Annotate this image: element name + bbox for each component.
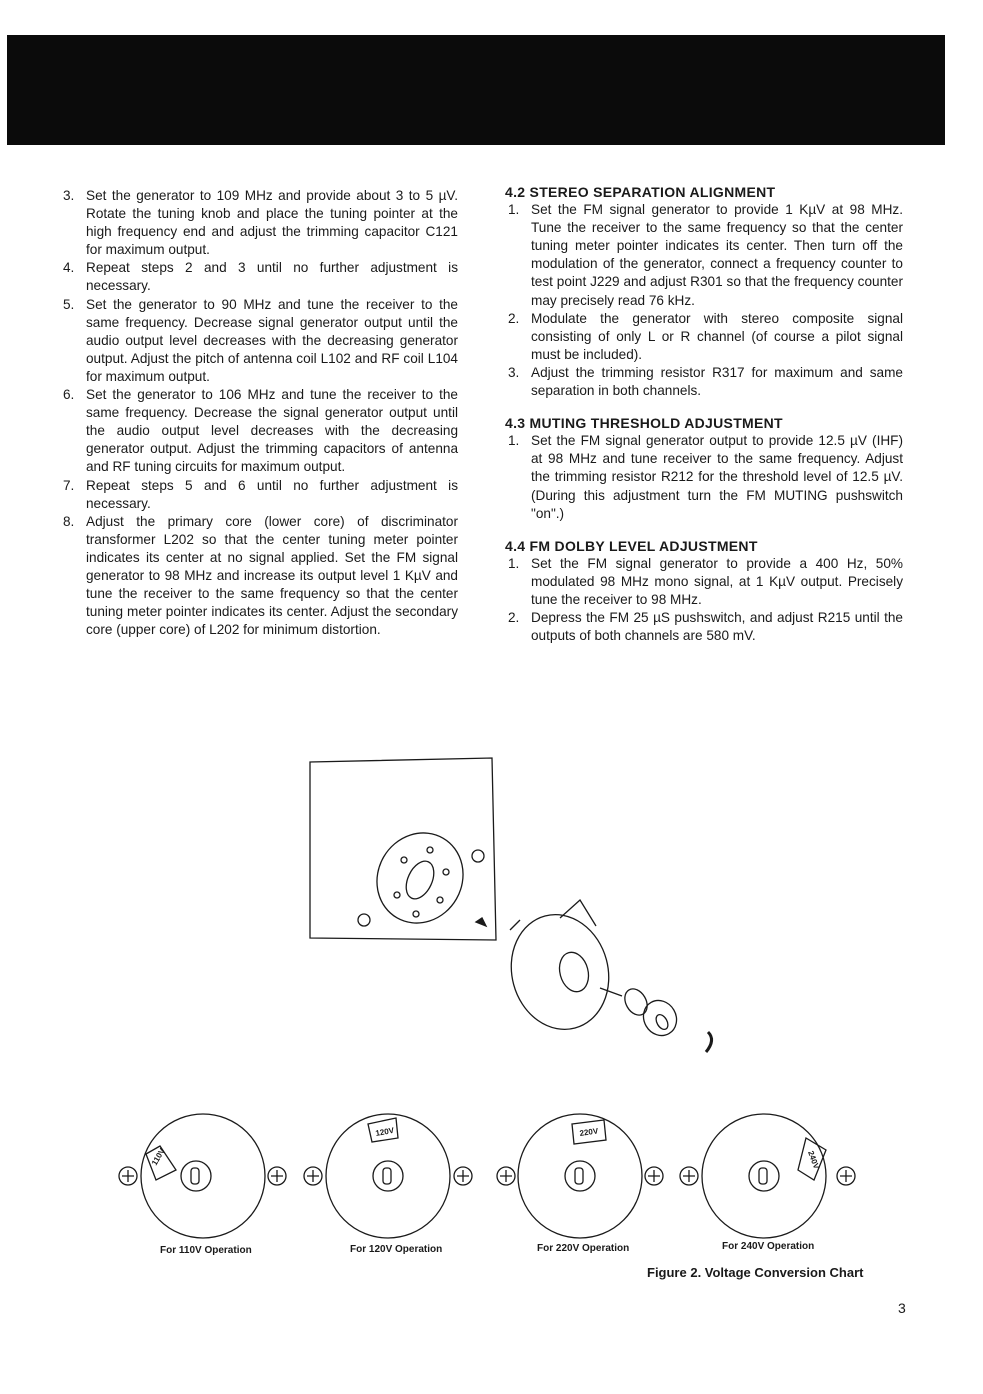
list-item: 6. Set the generator to 106 MHz and tune the receiver to the same frequency. Decrease the signal generator output until the audio output level decreases with the decreasing generator output. Adjust the trimming capacitors of antenna and RF tuning circuits for maximum output. [63,387,458,475]
left-column [60,187,458,639]
screw-icon [472,850,484,862]
list-item: 2. Depress the FM 25 µS pushswitch, and adjust R215 until the outputs of both channels are 580 mV. [508,610,903,644]
selector-110v [119,1114,286,1238]
caption-220v: For 220V Operation [537,1243,630,1254]
caption-240v: For 240V Operation [722,1241,815,1252]
steps-list [505,555,903,645]
voltage-tag: 120V [374,1125,395,1138]
voltage-tag: 110V [149,1146,167,1167]
right-column [505,184,903,659]
section-title: 4.4 FM DOLBY LEVEL ADJUSTMENT [505,537,758,554]
header-banner [7,35,945,145]
voltage-conversion-figure [0,740,983,1260]
voltage-tag: 240V [806,1149,821,1171]
section-title: 4.3 MUTING THRESHOLD ADJUSTMENT [505,415,783,432]
list-item: 8. Adjust the primary core (lower core) of discriminator transformer L202 so that the center tuning meter pointer indicates its center at no signal applied. Set the FM signal generator to 98 MHz and increase its output level 1 KµV and tune the receiver to the same frequency so that the center tuning meter pointer indicates its center. Adjust the secondary core (upper core) of L202 for minimum distortion. [63,513,458,638]
section-fm-dolby [505,537,903,646]
list-item: 1. Set the FM signal generator output to provide 12.5 µV (IHF) at 98 MHz and tune receiver to the same frequency. Adjust the trimming resistor R212 for the threshold level of 12.5 µV. (During this adjustment turn the FM MUTING pushswitch "on".) [508,433,903,521]
figure-caption: Figure 2. Voltage Conversion Chart [647,1265,864,1280]
section-muting-threshold [505,414,903,523]
steps-list [505,432,903,522]
list-item: 1. Set the FM signal generator to provide a 400 Hz, 50% modulated 98 MHz mono signal, at 1 KµV output. Precisely tune the receiver to 98 MHz. [508,555,903,607]
list-item: 5. Set the generator to 90 MHz and tune the receiver to the same frequency. Decrease signal generator output until the audio output level decreases with the decreasing generator output. Adjust the pitch of antenna coil L102 and RF coil L104 for maximum output. [63,296,458,384]
page-number: 3 [898,1300,906,1316]
socket-outline [361,817,480,939]
list-item: 3. Set the generator to 109 MHz and provide about 3 to 5 µV. Rotate the tuning knob and place the tuning pointer at the high frequency end and adjust the trimming capacitor C121 for maximum output. [63,188,458,258]
caption-120v: For 120V Operation [350,1244,443,1255]
list-item: 3. Adjust the trimming resistor R317 for maximum and same separation in both channels. [508,364,903,399]
selector-240v [680,1114,855,1238]
list-item: 4. Repeat steps 2 and 3 until no further adjustment is necessary. [63,260,458,294]
section-title: 4.2 STEREO SEPARATION ALIGNMENT [505,184,776,200]
rear-panel [310,758,496,940]
steps-list [505,201,903,400]
list-item: 1. Set the FM signal generator to provide 1 KµV at 98 MHz. Tune the receiver to the same frequency so that the center tuning meter pointer indicates its center. Then turn off the modulation of the generator, connect a frequency counter to test point J229 and adjust R301 so that the frequency counter may precisely read 76 kHz. [508,202,903,308]
left-steps-list [60,187,458,639]
voltage-tag: 220V [579,1126,599,1138]
socket-center [401,857,440,903]
screw-icon [358,914,370,926]
caption-110v: For 110V Operation [160,1245,252,1256]
list-item: 2. Modulate the generator with stereo composite signal consisting of only L or R channel (of course a pilot signal must be included). [508,310,903,362]
list-item: 7. Repeat steps 5 and 6 until no further adjustment is necessary. [63,477,458,511]
arrow-icon [476,918,486,926]
section-stereo-separation [505,183,903,400]
fuse-icon [620,985,651,1019]
